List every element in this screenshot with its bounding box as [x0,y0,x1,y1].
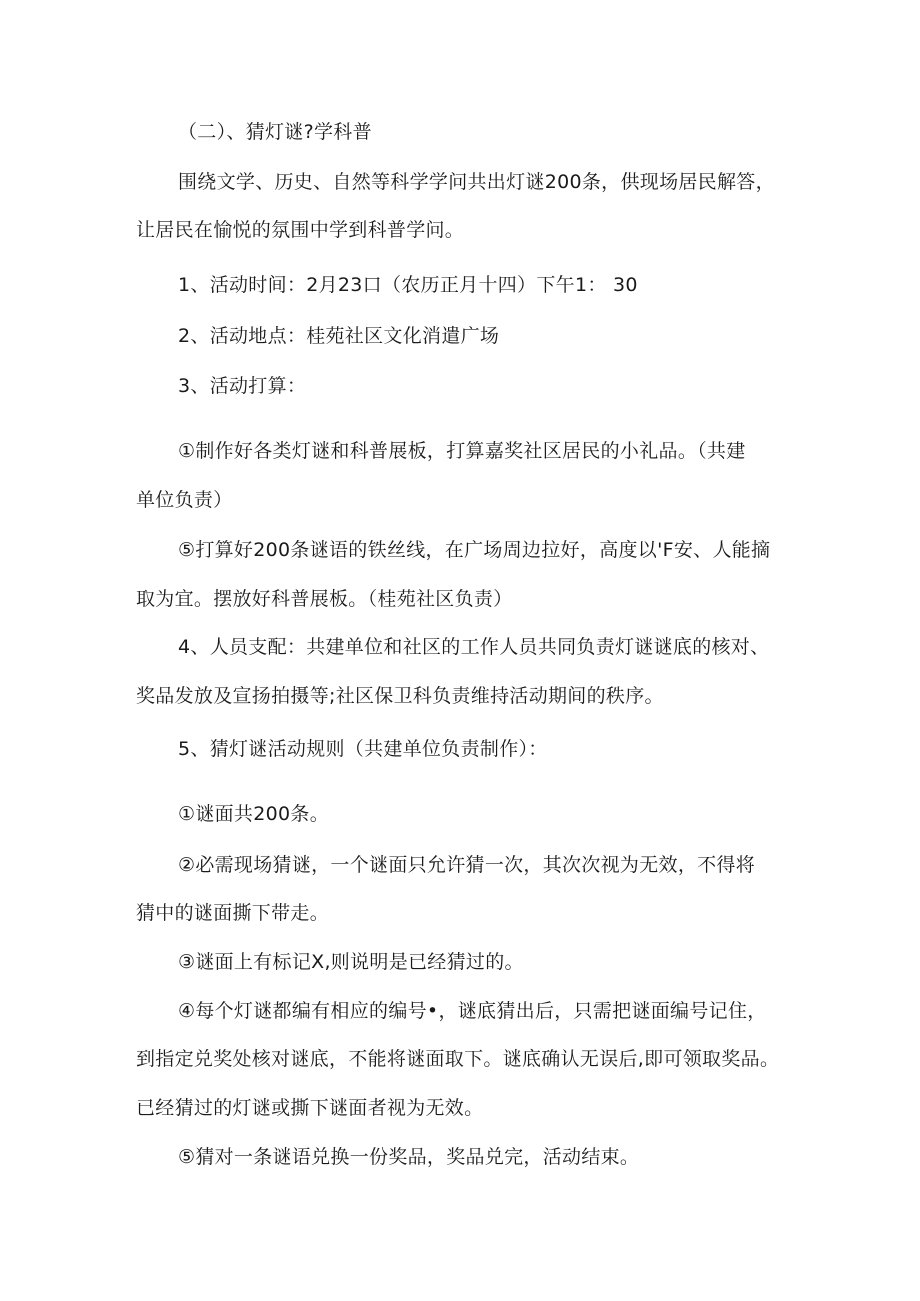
prep-2-line-2: 取为宜。摆放好科普展板。（桂苑社区负责） [136,588,513,610]
rule-3: ③谜面上有标记X,则说明是已经猜过的。 [178,951,524,973]
item-activity-time: 1、活动时间：2月23口（农历正月十四）下午1： 30 [178,274,638,296]
intro-line-2: 让居民在愉悦的氛围中学到科普学问。 [136,219,465,241]
intro-line-1: 围绕文学、历史、自然等科学学问共出灯谜200条，供现场居民解答， [178,171,775,193]
prep-1-line-2: 单位负责） [136,489,233,511]
item-activity-location: 2、活动地点：桂苑社区文化消遣广场 [178,325,500,347]
rule-4-line-1: ④每个灯谜都编有相应的编号•，谜底猜出后，只需把谜面编号记住， [178,1000,767,1022]
prep-1-line-1: ①制作好各类灯谜和科普展板，打算嘉奖社区居民的小礼品。（共建 [178,440,746,462]
rule-2-line-1: ②必需现场猜谜，一个谜面只允许猜一次，其次次视为无效，不得将 [178,854,756,876]
rule-4-line-3: 已经猜过的灯谜或撕下谜面者视为无效。 [136,1097,484,1119]
item-activity-preparation: 3、活动打算： [178,375,307,397]
rule-4-line-2: 到指定兑奖处核对谜底，不能将谜面取下。谜底确认无误后,即可领取奖品。 [136,1048,780,1070]
item-staff-line-2: 奖品发放及宣扬拍摄等;社区保卫科负责维持活动期间的秩序。 [136,685,664,707]
rule-5: ⑤猜对一条谜语兑换一份奖品，奖品兑完，活动结束。 [178,1146,640,1168]
section-heading: （二）、猜灯谜?学科普 [178,121,372,143]
item-rules-heading: 5、猜灯谜活动规则（共建单位负责制作）： [178,738,548,760]
item-staff-line-1: 4、人员支配：共建单位和社区的工作人员共同负责灯谜谜底的核对、 [178,636,770,658]
rule-1: ①谜面共200条。 [178,803,329,825]
rule-2-line-2: 猜中的谜面撕下带走。 [136,902,330,924]
prep-2-line-1: ⑤打算好200条谜语的铁丝线，在广场周边拉好，高度以'F安、人能摘 [178,539,771,561]
